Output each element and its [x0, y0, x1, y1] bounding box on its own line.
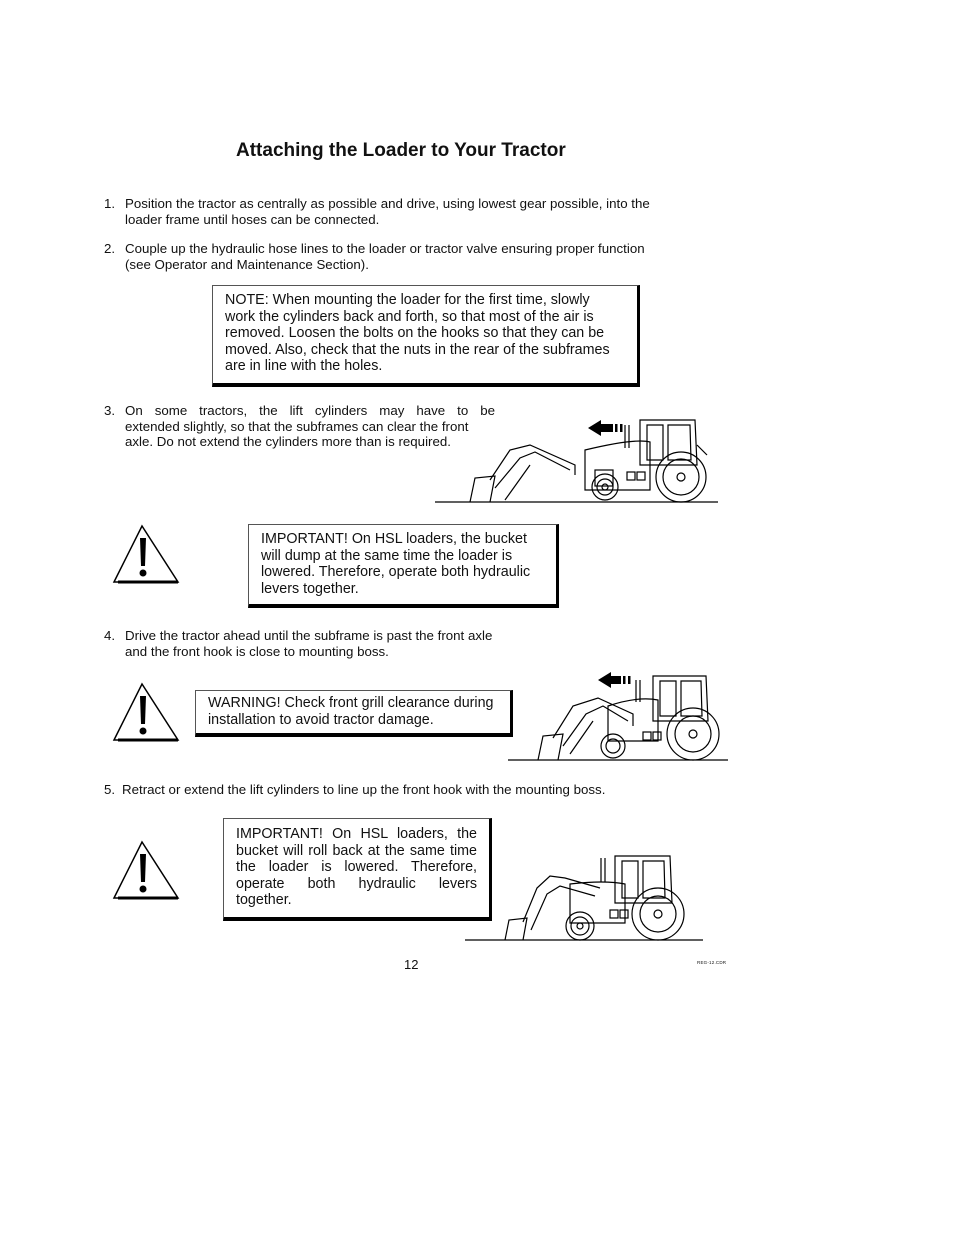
- warning-line: installation to avoid tractor damage.: [208, 711, 434, 728]
- step-text: [125, 241, 645, 272]
- warning-triangle-icon: [112, 524, 180, 586]
- step-line: (see Operator and Maintenance Section).: [125, 256, 369, 272]
- step-line: Drive the tractor ahead until the subframe is past the front axle: [125, 628, 493, 643]
- note-line: removed. Loosen the bolts on the hooks so that they can be: [225, 325, 605, 342]
- important-line: operate both hydraulic levers: [236, 875, 477, 892]
- left-arrow-icon: [588, 420, 613, 436]
- note-line: moved. Also, check that the nuts in the rear of the subframes: [225, 341, 610, 358]
- step-number: 4.: [104, 628, 116, 643]
- tractor-loader-illustration-1: [435, 410, 720, 505]
- step-5: [104, 782, 724, 798]
- note-line: are in line with the holes.: [225, 358, 383, 375]
- important-line: will dump at the same time the loader is: [261, 547, 513, 564]
- step-number: 5.: [104, 782, 116, 797]
- important-line: bucket will roll back at the same time: [236, 842, 477, 859]
- important-line: IMPORTANT! On HSL loaders, the bucket: [261, 531, 527, 547]
- tractor-loader-illustration-2: [508, 666, 730, 764]
- warning-box: [195, 690, 513, 737]
- important-line: IMPORTANT! On HSL loaders, the: [236, 826, 477, 842]
- step-line: axle. Do not extend the cylinders more than is required.: [125, 434, 451, 449]
- important-line: levers together.: [261, 580, 359, 597]
- step-line: loader frame until hoses can be connected.: [125, 211, 380, 227]
- page-number: 12: [404, 957, 419, 972]
- step-line: Couple up the hydraulic hose lines to the loader or tractor valve ensuring proper function: [125, 241, 645, 256]
- step-line: Position the tractor as centrally as possible and drive, using lowest gear possible, into the: [125, 196, 650, 211]
- warning-line: WARNING! Check front grill clearance during: [208, 695, 494, 711]
- step-line: On some tractors, the lift cylinders may have to be: [125, 403, 495, 418]
- step-number: 2.: [104, 241, 116, 256]
- step-text: [122, 782, 605, 798]
- step-1: [104, 196, 704, 228]
- step-2: [104, 241, 704, 273]
- tractor-loader-illustration-3: [465, 848, 705, 944]
- warning-triangle-icon: [112, 840, 180, 902]
- document-code: REG-12.CDR: [697, 960, 727, 965]
- step-number: 3.: [104, 403, 116, 418]
- important-box-2: [223, 818, 492, 921]
- important-box-1: [248, 524, 559, 608]
- important-line: the loader is lowered. Therefore,: [236, 859, 477, 876]
- note-line: NOTE: When mounting the loader for the first time, slowly: [225, 292, 590, 308]
- left-arrow-icon: [598, 672, 621, 688]
- step-number: 1.: [104, 196, 116, 211]
- step-text: [125, 628, 492, 659]
- page-title: Attaching the Loader to Your Tractor: [236, 140, 566, 161]
- step-line: extended slightly, so that the subframes can clear the front: [125, 418, 469, 434]
- note-box: [212, 285, 640, 387]
- step-line: and the front hook is close to mounting boss.: [125, 643, 389, 659]
- step-text: [125, 196, 650, 227]
- important-line: together.: [236, 892, 292, 909]
- step-4: [104, 628, 524, 660]
- step-line: Retract or extend the lift cylinders to line up the front hook with the mounting boss.: [122, 782, 606, 797]
- warning-triangle-icon: [112, 682, 180, 744]
- important-line: lowered. Therefore, operate both hydraulic: [261, 564, 531, 581]
- note-line: work the cylinders back and forth, so that most of the air is: [225, 308, 594, 325]
